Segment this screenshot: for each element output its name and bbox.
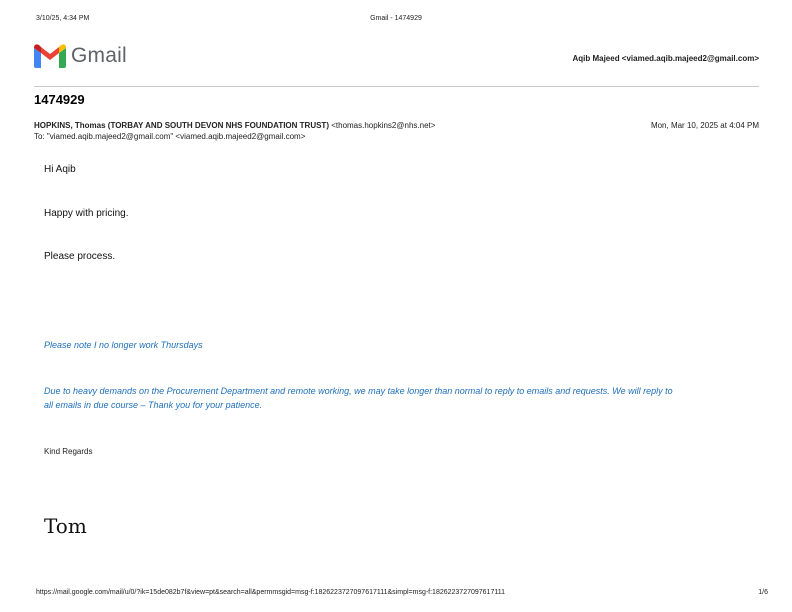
gmail-wordmark: Gmail xyxy=(71,44,127,67)
body-line-process: Please process. xyxy=(44,251,116,262)
sender-name: HOPKINS, Thomas (TORBAY AND SOUTH DEVON NHS FOUNDATION TRUST) xyxy=(34,121,329,130)
email-subject: 1474929 xyxy=(34,92,85,107)
closing: Kind Regards xyxy=(44,447,93,456)
page-number: 1/6 xyxy=(758,589,768,596)
print-title: Gmail - 1474929 xyxy=(370,15,422,22)
gmail-m-icon xyxy=(34,44,66,68)
account-email: Aqib Majeed <viamed.aqib.majeed2@gmail.com> xyxy=(572,54,759,63)
sender-email: <thomas.hopkins2@nhs.net> xyxy=(331,121,436,130)
print-url: https://mail.google.com/mail/u/0/?ik=15de082b7f&view=pt&search=all&permmsgid=msg-f:1826223727097617111&simpl=msg-f:1826223727097617111 xyxy=(36,589,505,596)
body-line-pricing: Happy with pricing. xyxy=(44,208,129,219)
recipient-line: To: "viamed.aqib.majeed2@gmail.com" <viamed.aqib.majeed2@gmail.com> xyxy=(34,132,306,141)
greeting: Hi Aqib xyxy=(44,164,76,175)
notice-thursdays: Please note I no longer work Thursdays xyxy=(44,340,203,350)
header-divider xyxy=(34,86,759,87)
notice-procurement-line1: Due to heavy demands on the Procurement Department and remote working, we may take longer than normal to reply to emails and requests. We will reply to xyxy=(44,386,673,396)
signature: Tom xyxy=(44,514,87,538)
sender-line xyxy=(34,121,435,130)
sent-date: Mon, Mar 10, 2025 at 4:04 PM xyxy=(650,121,759,130)
notice-procurement-line2: all emails in due course – Thank you for your patience. xyxy=(44,400,263,410)
print-datetime: 3/10/25, 4:34 PM xyxy=(36,15,90,22)
